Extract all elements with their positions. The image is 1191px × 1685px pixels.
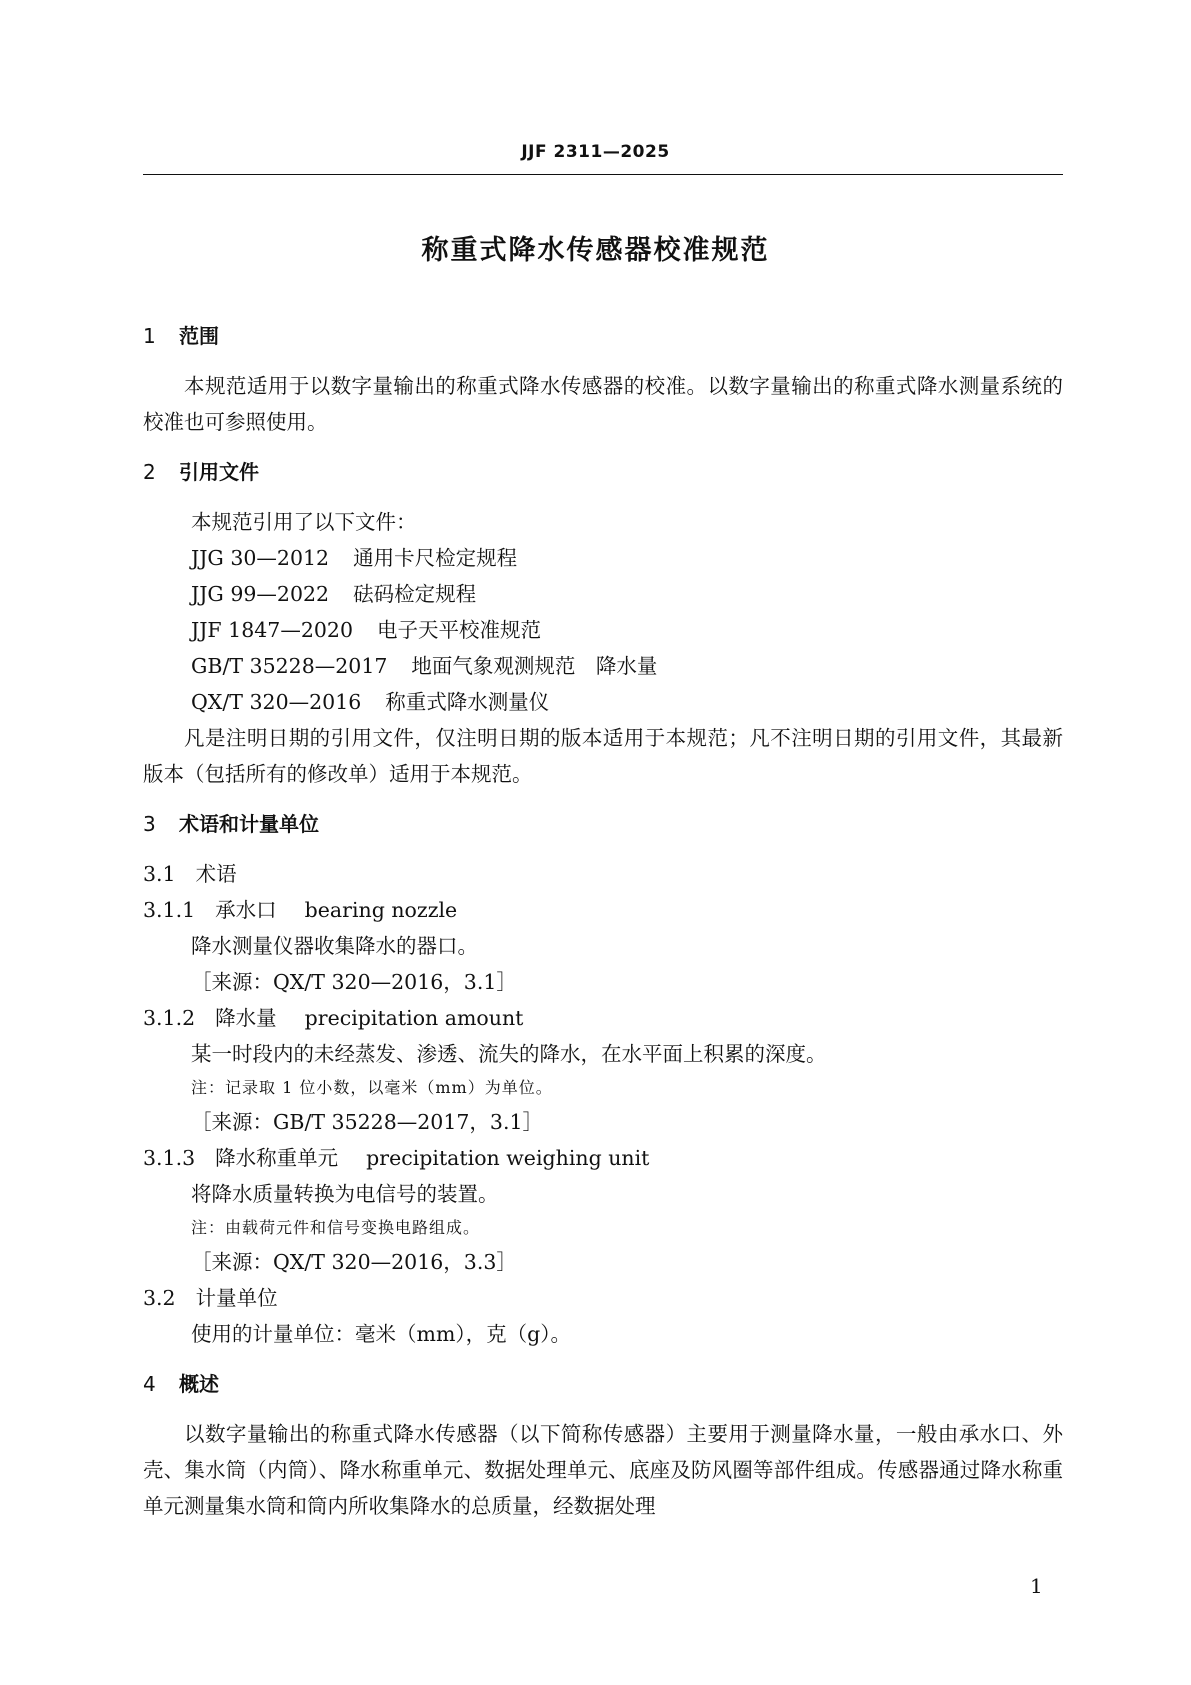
term-source: ［来源：QX/T 320—2016，3.3］ bbox=[191, 1250, 517, 1274]
term-heading bbox=[143, 1140, 1063, 1176]
term-english: precipitation weighing unit bbox=[366, 1146, 650, 1170]
reference-code: QX/T 320—2016 bbox=[191, 690, 362, 714]
section-number: 2 bbox=[143, 460, 156, 484]
references-outro: 凡是注明日期的引用文件，仅注明日期的版本适用于本规范；凡不注明日期的引用文件，其最新版本（包括所有的修改单）适用于本规范。 bbox=[143, 726, 1063, 786]
term-heading bbox=[143, 1000, 1063, 1036]
page-number: 1 bbox=[1030, 1574, 1043, 1598]
section-number: 1 bbox=[143, 324, 156, 348]
references-intro: 本规范引用了以下文件： bbox=[191, 510, 417, 534]
reference-name: 电子天平校准规范 bbox=[377, 618, 542, 642]
section-number: 4 bbox=[143, 1372, 156, 1396]
reference-name: 砝码检定规程 bbox=[353, 582, 477, 606]
term-chinese: 降水称重单元 bbox=[215, 1146, 339, 1170]
units-paragraph: 使用的计量单位：毫米（mm），克（g）。 bbox=[191, 1322, 571, 1346]
reference-item bbox=[143, 612, 1063, 648]
section-4-paragraph: 以数字量输出的称重式降水传感器（以下简称传感器）主要用于测量降水量，一般由承水口、外壳、集水筒（内筒）、降水称重单元、数据处理单元、底座及防风圈等部件组成。传感器通过降水称重单元测量集水筒和筒内所收集降水的总质量，经数据处理 bbox=[143, 1422, 1063, 1518]
section-1-heading bbox=[143, 318, 1063, 354]
term-definition: 某一时段内的未经蒸发、渗透、流失的降水，在水平面上积累的深度。 bbox=[191, 1042, 827, 1066]
term-heading bbox=[143, 892, 1063, 928]
term-chinese: 承水口 bbox=[215, 898, 277, 922]
term-number: 3.1.3 bbox=[143, 1146, 196, 1170]
term-number: 3.1.2 bbox=[143, 1006, 196, 1030]
term-note: 注：由载荷元件和信号变换电路组成。 bbox=[191, 1218, 481, 1237]
term-definition: 将降水质量转换为电信号的装置。 bbox=[191, 1182, 499, 1206]
section-title: 范围 bbox=[179, 324, 219, 348]
subsection-title: 计量单位 bbox=[195, 1286, 278, 1310]
document-body bbox=[143, 318, 1063, 1524]
document-code-header: JJF 2311—2025 bbox=[521, 142, 670, 162]
reference-code: JJG 99—2022 bbox=[191, 582, 330, 606]
section-title: 术语和计量单位 bbox=[179, 812, 319, 836]
term-note: 注：记录取 1 位小数，以毫米（mm）为单位。 bbox=[191, 1078, 553, 1097]
header-divider bbox=[143, 174, 1063, 175]
term-source: ［来源：QX/T 320—2016，3.1］ bbox=[191, 970, 517, 994]
section-title: 概述 bbox=[179, 1372, 219, 1396]
subsection-3-1-heading bbox=[143, 856, 1063, 892]
section-4-heading bbox=[143, 1366, 1063, 1402]
reference-code: JJF 1847—2020 bbox=[191, 618, 354, 642]
reference-item bbox=[143, 684, 1063, 720]
subsection-number: 3.1 bbox=[143, 862, 176, 886]
section-title: 引用文件 bbox=[179, 460, 259, 484]
reference-item bbox=[143, 540, 1063, 576]
term-source: ［来源：GB/T 35228—2017，3.1］ bbox=[191, 1110, 544, 1134]
reference-name: 地面气象观测规范 降水量 bbox=[411, 654, 658, 678]
document-title: 称重式降水传感器校准规范 bbox=[421, 235, 770, 266]
subsection-number: 3.2 bbox=[143, 1286, 176, 1310]
term-english: precipitation amount bbox=[304, 1006, 524, 1030]
reference-item bbox=[143, 576, 1063, 612]
reference-name: 称重式降水测量仪 bbox=[385, 690, 550, 714]
reference-name: 通用卡尺检定规程 bbox=[353, 546, 518, 570]
term-number: 3.1.1 bbox=[143, 898, 196, 922]
term-definition: 降水测量仪器收集降水的器口。 bbox=[191, 934, 478, 958]
subsection-3-2-heading bbox=[143, 1280, 1063, 1316]
reference-item bbox=[143, 648, 1063, 684]
reference-code: JJG 30—2012 bbox=[191, 546, 330, 570]
section-3-heading bbox=[143, 806, 1063, 842]
term-english: bearing nozzle bbox=[304, 898, 458, 922]
subsection-title: 术语 bbox=[195, 862, 237, 886]
section-number: 3 bbox=[143, 812, 156, 836]
reference-code: GB/T 35228—2017 bbox=[191, 654, 388, 678]
term-chinese: 降水量 bbox=[215, 1006, 277, 1030]
section-1-paragraph: 本规范适用于以数字量输出的称重式降水传感器的校准。以数字量输出的称重式降水测量系统的校准也可参照使用。 bbox=[143, 374, 1063, 434]
section-2-heading bbox=[143, 454, 1063, 490]
